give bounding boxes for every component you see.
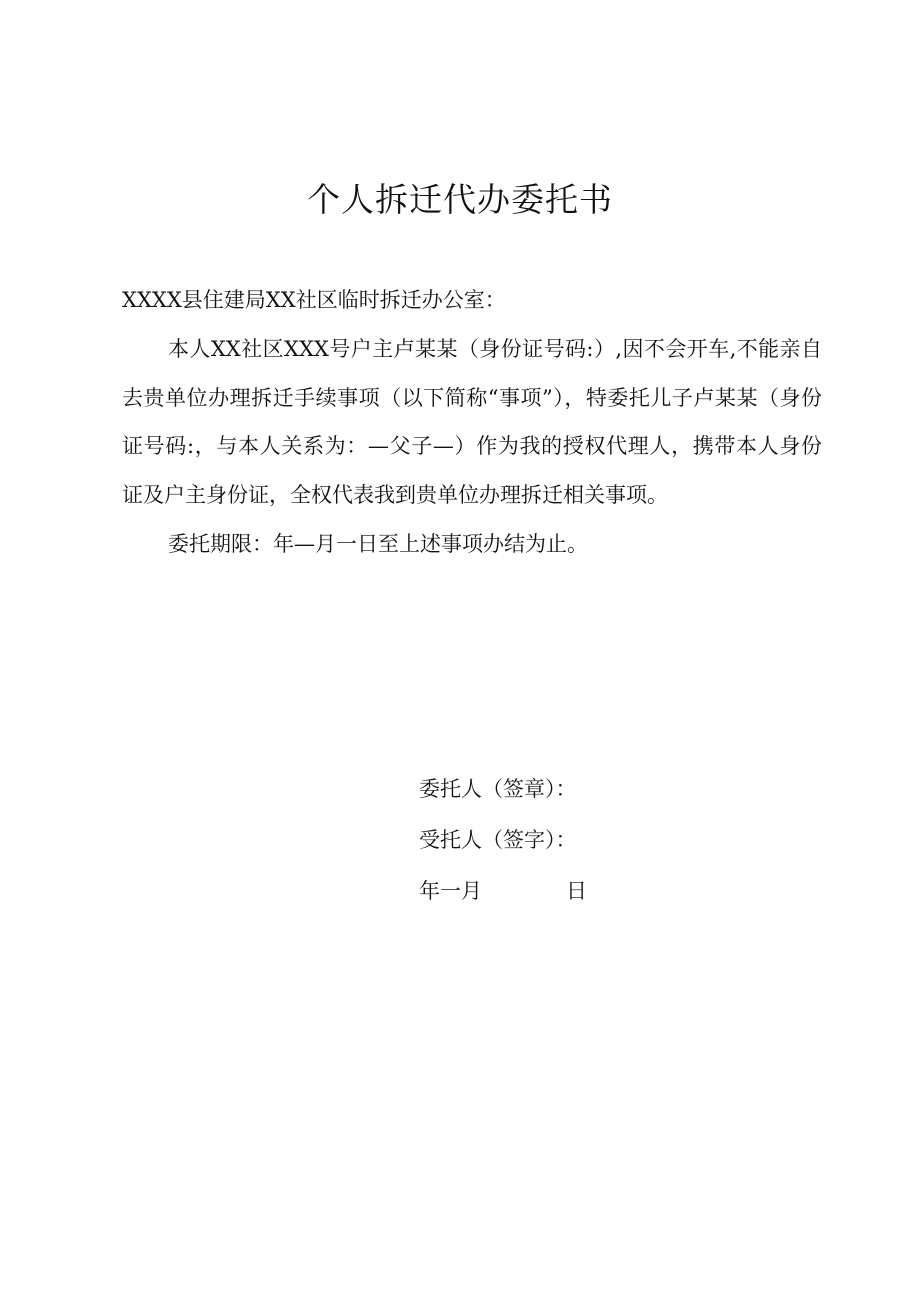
date-line: 年一月 日 bbox=[419, 879, 587, 903]
signature-block bbox=[419, 764, 819, 917]
main-paragraph: 本人XX社区XXX号户主卢某某（身份证号码:）,因不会开车,不能亲自去贵单位办理拆迁手续事项（以下简称“事项”），特委托儿子卢某某（身份证号码:，与本人关系为：—父子—）作为我的授权代理人，携带本人身份证及户主身份证，全权代表我到贵单位办理拆迁相关事项。 bbox=[122, 336, 822, 508]
principal-signature-line: 委托人（签章）： bbox=[419, 777, 577, 801]
term-paragraph: 委托期限：年—月一日至上述事项办结为止。 bbox=[168, 531, 588, 556]
document-body bbox=[122, 276, 822, 569]
document-title: 个人拆迁代办委托书 bbox=[307, 180, 613, 219]
agent-signature-line: 受托人（签字）： bbox=[419, 828, 577, 852]
addressee-line: XXXX县住建局XX社区临时拆迁办公室： bbox=[122, 288, 506, 312]
